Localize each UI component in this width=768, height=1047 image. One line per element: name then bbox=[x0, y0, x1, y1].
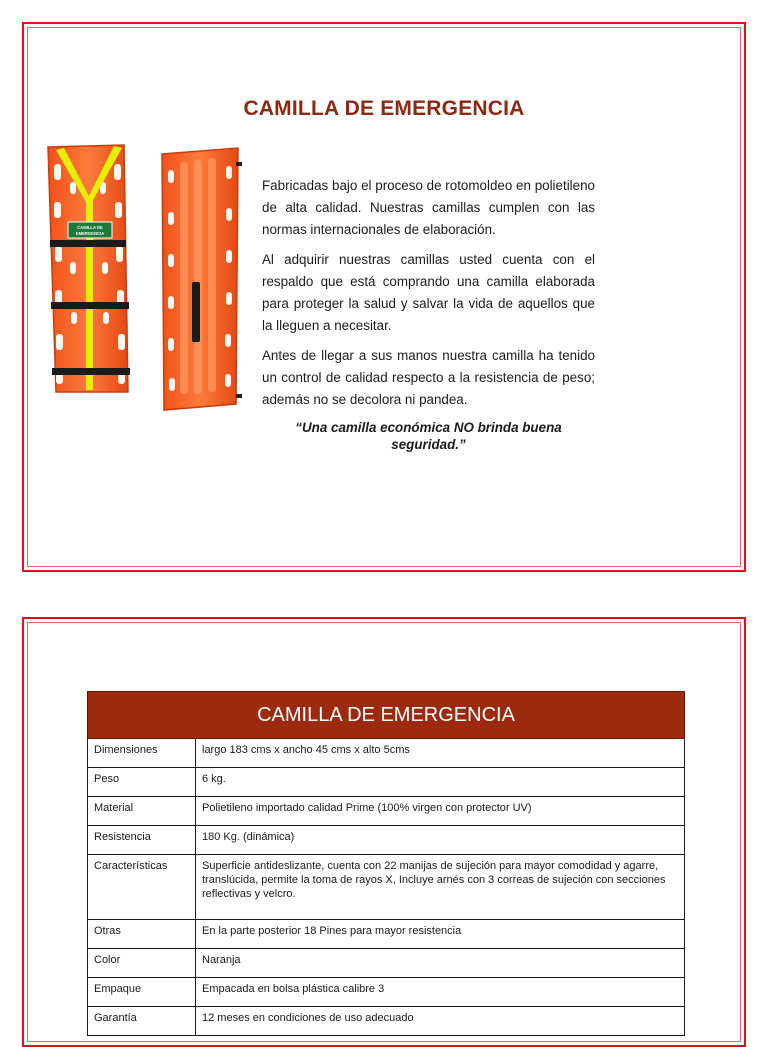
quote-text: “Una camilla económica NO brinda buena seguridad.” bbox=[295, 420, 562, 452]
page-title: CAMILLA DE EMERGENCIA bbox=[243, 97, 525, 120]
description-paragraph: Antes de llegar a sus manos nuestra camilla ha tenido un control de calidad respecto a la resistencia de peso; además no se decolora ni pandea. bbox=[262, 348, 595, 407]
table-row bbox=[88, 768, 685, 797]
table-row bbox=[88, 797, 685, 826]
svg-text:CAMILLA DE: CAMILLA DE bbox=[77, 225, 103, 230]
spec-value: En la parte posterior 18 Pines para mayor resistencia bbox=[196, 920, 685, 949]
spec-label: Garantía bbox=[88, 1007, 196, 1036]
specifications-table bbox=[87, 691, 685, 1036]
description-paragraph: Fabricadas bajo el proceso de rotomoldeo en polietileno de alta calidad. Nuestras camillas cumplen con las normas internacionales de elaboración. bbox=[262, 178, 595, 237]
page-frame-1 bbox=[22, 22, 746, 572]
spec-label: Color bbox=[88, 949, 196, 978]
stretcher-back bbox=[162, 148, 242, 410]
spec-label: Características bbox=[88, 855, 196, 920]
table-row bbox=[88, 855, 685, 920]
table-row bbox=[88, 739, 685, 768]
stretcher-front bbox=[48, 145, 130, 392]
svg-text:EMERGENCIA: EMERGENCIA bbox=[75, 231, 105, 236]
spec-value: Polietileno importado calidad Prime (100% virgen con protector UV) bbox=[196, 797, 685, 826]
table-row bbox=[88, 949, 685, 978]
description-paragraph: Al adquirir nuestras camillas usted cuenta con el respaldo que está comprando una camilla elaborada para proteger la salud y salvar la vida de aquellos que la lleguen a necesitar. bbox=[262, 252, 595, 333]
stretcher-illustration bbox=[42, 142, 247, 417]
page-frame-2 bbox=[22, 617, 746, 1047]
spec-value: largo 183 cms x ancho 45 cms x alto 5cms bbox=[196, 739, 685, 768]
spec-value: Empacada en bolsa plástica calibre 3 bbox=[196, 978, 685, 1007]
spec-label: Dimensiones bbox=[88, 739, 196, 768]
spec-value: 12 meses en condiciones de uso adecuado bbox=[196, 1007, 685, 1036]
stretcher-image bbox=[42, 142, 247, 417]
spec-value: 180 Kg. (dinámica) bbox=[196, 826, 685, 855]
table-row bbox=[88, 978, 685, 1007]
spec-label: Empaque bbox=[88, 978, 196, 1007]
spec-label: Otras bbox=[88, 920, 196, 949]
spec-label: Peso bbox=[88, 768, 196, 797]
spec-value: Superficie antideslizante, cuenta con 22 manijas de sujeción para mayor comodidad y agarre, translúcida, permite la toma de rayos X, Incluye arnés con 3 correas de sujeción con secciones reflectivas y velcro. bbox=[196, 855, 685, 920]
spec-value: Naranja bbox=[196, 949, 685, 978]
spec-label: Resistencia bbox=[88, 826, 196, 855]
description-text bbox=[262, 175, 595, 453]
table-title: CAMILLA DE EMERGENCIA bbox=[88, 692, 685, 739]
table-row bbox=[88, 920, 685, 949]
spec-value: 6 kg. bbox=[196, 768, 685, 797]
table-row bbox=[88, 1007, 685, 1036]
table-row bbox=[88, 826, 685, 855]
spec-label: Material bbox=[88, 797, 196, 826]
